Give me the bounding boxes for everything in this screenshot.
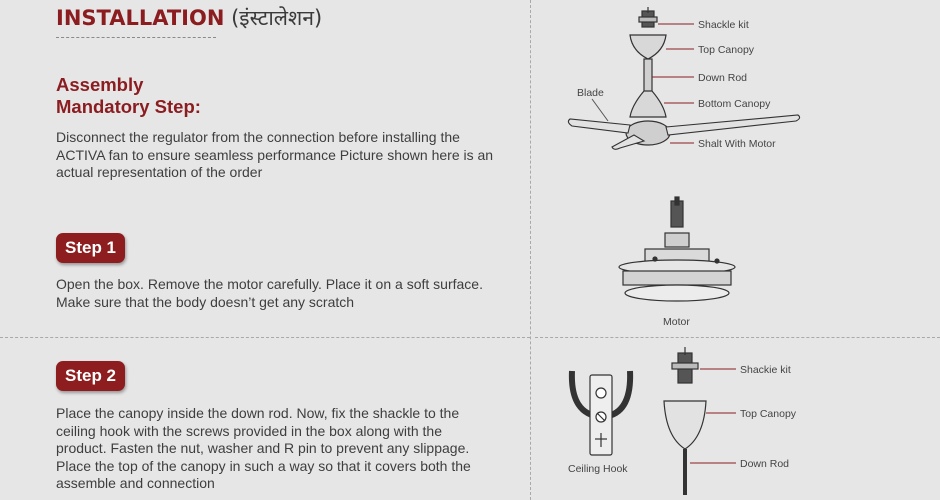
fan-blade-right-icon bbox=[666, 115, 800, 135]
vertical-divider bbox=[530, 0, 531, 500]
step-2-badge: Step 2 bbox=[56, 361, 125, 391]
assembly-heading bbox=[56, 74, 201, 118]
label-shackle-kit: Shackle kit bbox=[698, 19, 749, 31]
shackle-assembly-icon bbox=[672, 347, 698, 383]
horizontal-divider-right bbox=[535, 337, 940, 338]
motor-diagram bbox=[605, 195, 765, 335]
down-rod-icon bbox=[644, 59, 652, 93]
ceiling-hook-icon bbox=[572, 371, 630, 455]
horizontal-divider-left bbox=[0, 337, 530, 338]
label-bottom-canopy: Bottom Canopy bbox=[698, 98, 771, 110]
assembly-heading-line2: Mandatory Step: bbox=[56, 96, 201, 117]
page-title bbox=[56, 4, 322, 32]
title-underline bbox=[56, 37, 216, 38]
top-canopy-side-icon bbox=[664, 401, 706, 449]
label-motor: Motor bbox=[663, 316, 690, 328]
label-down-rod: Down Rod bbox=[698, 72, 748, 84]
shackle-kit-icon bbox=[639, 7, 657, 27]
step-1-badge: Step 1 bbox=[56, 233, 125, 263]
label-blade: Blade bbox=[577, 87, 604, 99]
bottom-canopy-icon bbox=[630, 91, 666, 117]
motor-icon bbox=[619, 197, 735, 301]
title-hindi: (इंस्टालेशन) bbox=[231, 6, 323, 30]
label-top-canopy: Top Canopy bbox=[698, 44, 755, 56]
fan-assembly-diagram bbox=[560, 5, 810, 165]
assembly-text: Disconnect the regulator from the connection before installing the ACTIVA fan to ensure seamless performance Picture shown here is an actual representation of the order bbox=[56, 129, 494, 180]
ceiling-hook-diagram bbox=[560, 345, 820, 495]
step-2-text: Place the canopy inside the down rod. Now, fix the shackle to the ceiling hook with the screws provided in the box along with the product. Fasten the nut, washer and R pin to prevent any slippage. Place the top of the canopy in such a way so that it covers both the assemble and connection bbox=[56, 405, 471, 491]
label-ceiling-hook: Ceiling Hook bbox=[568, 463, 628, 475]
fan-blade-left-icon bbox=[568, 119, 630, 133]
title-english: INSTALLATION bbox=[56, 6, 225, 30]
label-shaft-motor: Shalt With Motor bbox=[698, 138, 776, 150]
label-down-rod-2: Down Rod bbox=[740, 458, 790, 470]
assembly-heading-line1: Assembly bbox=[56, 74, 144, 95]
label-shackle-kit-2: Shackie kit bbox=[740, 364, 791, 376]
step-1-text: Open the box. Remove the motor carefully. Place it on a soft surface. Make sure that the body doesn’t get any scratch bbox=[56, 276, 483, 310]
label-top-canopy-2: Top Canopy bbox=[740, 408, 797, 420]
top-canopy-icon bbox=[630, 35, 666, 59]
